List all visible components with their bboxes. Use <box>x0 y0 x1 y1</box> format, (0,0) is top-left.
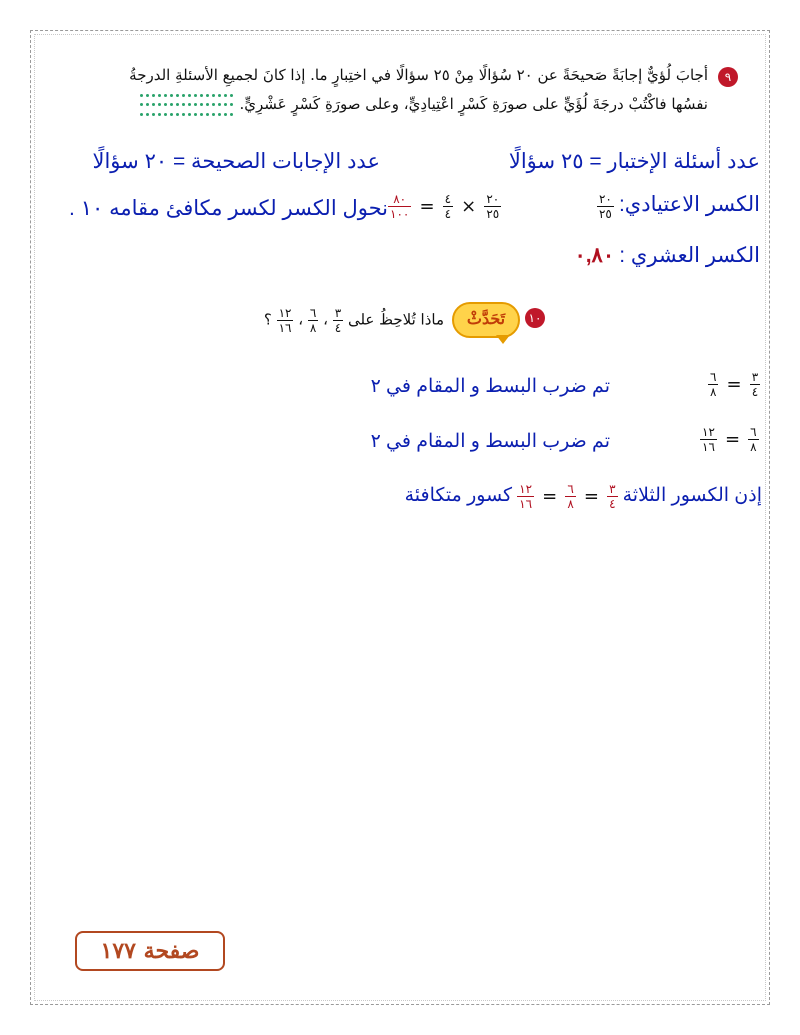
equals-sign: = <box>724 429 741 450</box>
exercise-number-9: ٩ <box>718 67 738 87</box>
test-questions-count: عدد أسئلة الإختبار = ٢٥ سؤالًا <box>508 150 760 173</box>
page-number-badge: صفحة ١٧٧ <box>75 931 225 971</box>
decimal-line <box>574 243 760 268</box>
common-fraction-label: الكسر الاعتيادي: <box>618 193 760 216</box>
conclusion-fraction-12-16: $\frac{١٢}{١٦}$ <box>519 482 533 511</box>
exercise-10-question <box>264 306 444 335</box>
fraction-20-25-mult: $\frac{٢٠}{٢٥}$ <box>486 192 500 221</box>
fraction-20-25: $\frac{٢٠}{٢٥}$ <box>598 192 612 221</box>
exercise-9-line-2: نفسُها فاكْتُبْ درجَةَ لُؤَيٍّ على صورَةِ كَسْرٍ اعْتِيادِيٍّ، وعلى صورَةِ كَسْرٍ عَشْرِيٍّ. <box>239 95 708 113</box>
conclusion-fraction-6-8: $\frac{٦}{٨}$ <box>567 482 574 511</box>
row1-text: تم ضرب البسط و المقام في ٢ <box>370 376 610 397</box>
row2-equation <box>700 425 759 454</box>
fraction-12-16: $\frac{١٢}{١٦}$ <box>278 306 292 335</box>
equals-sign: = <box>542 486 558 507</box>
convert-instruction: نحول الكسر لكسر مكافئ مقامه ١٠ . <box>69 197 388 220</box>
times-sign: × <box>461 196 477 217</box>
separator-1: ، <box>323 310 328 329</box>
row2-fraction-12-16: $\frac{١٢}{١٦}$ <box>702 425 715 454</box>
row2-text: تم ضرب البسط و المقام في ٢ <box>370 431 610 452</box>
question-text: ماذا تُلاحِظُ على <box>347 310 444 329</box>
talk-badge: تَحَدَّثْ <box>452 302 520 338</box>
question-mark: ؟ <box>263 310 272 329</box>
conclusion-fractions <box>517 482 617 511</box>
fraction-4-4: $\frac{٤}{٤}$ <box>444 192 452 221</box>
fraction-result-80-100: $\frac{٨٠}{١٠٠}$ <box>390 192 410 221</box>
separator-2: ، <box>298 310 304 329</box>
qr-dots-icon <box>140 94 220 120</box>
conclusion-fraction-3-4: $\frac{٣}{٤}$ <box>609 482 616 511</box>
conclusion-suffix: كسور متكافئة <box>404 485 513 506</box>
conclusion-line <box>405 482 762 511</box>
row2-fraction-6-8: $\frac{٦}{٨}$ <box>750 425 757 454</box>
row1-fraction-6-8: $\frac{٦}{٨}$ <box>710 370 717 399</box>
row1-fraction-3-4: $\frac{٣}{٤}$ <box>751 370 759 399</box>
multiplication-expression <box>388 192 501 221</box>
fraction-6-8: $\frac{٦}{٨}$ <box>309 306 317 335</box>
decimal-value: ٠,٨٠ <box>574 244 615 267</box>
exercise-number-10: ١٠ <box>525 308 545 328</box>
row1-equation <box>708 370 760 399</box>
equals-sign: = <box>583 486 599 507</box>
fraction-3-4: $\frac{٣}{٤}$ <box>334 306 342 335</box>
exercise-9-line-1: أجابَ لُؤيٌّ إجابَةً صَحيحَةً عن ٢٠ سُؤالًا مِنْ ٢٥ سؤالًا في اختِبارٍ ما. إذا كانَ لجميعِ الأسئلةِ الدرجةُ <box>129 66 708 84</box>
conclusion-prefix: إذن الكسور الثلاثة <box>622 485 762 506</box>
decimal-label: الكسر العشري : <box>619 244 760 267</box>
common-fraction-line <box>597 192 760 221</box>
equals-sign: = <box>726 374 742 395</box>
page-border-inner <box>34 34 766 1001</box>
correct-answers-count: عدد الإجابات الصحيحة = ٢٠ سؤالًا <box>92 150 380 173</box>
equals-sign: = <box>419 196 435 217</box>
